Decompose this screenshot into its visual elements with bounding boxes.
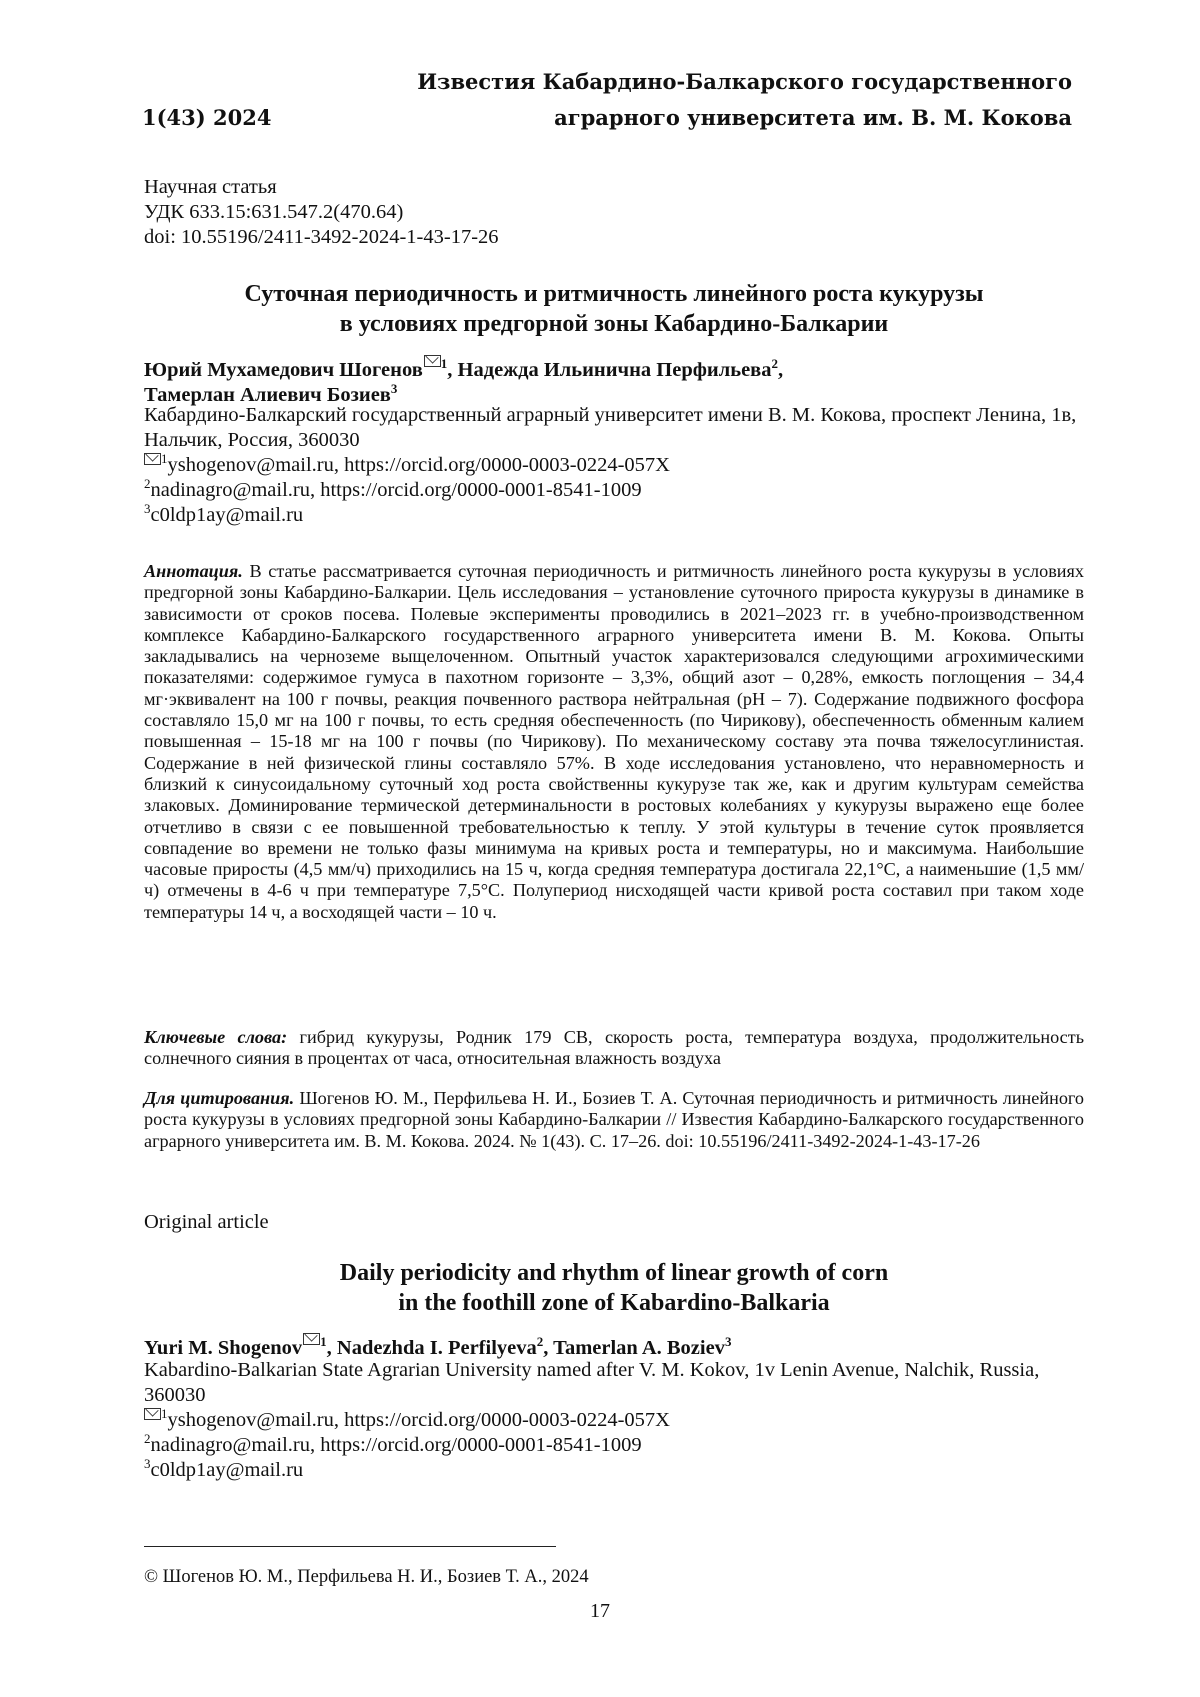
citation-label: Для цитирования. — [144, 1088, 295, 1108]
author-1-sup-en: 1 — [320, 1334, 327, 1349]
journal-name-line2: аграрного университета им. В. М. Кокова — [554, 105, 1072, 130]
author-1-name: Юрий Мухамедович Шогенов — [144, 359, 423, 381]
title-en-line2: in the foothill zone of Kabardino-Balkaria — [398, 1290, 830, 1316]
contact-2-sup-en: 2 — [144, 1431, 151, 1446]
author-3-name: Тамерлан Алиевич Бозиев — [144, 384, 391, 406]
keywords-label: Ключевые слова: — [144, 1027, 288, 1047]
contact-1-en: yshogenov@mail.ru, https://orcid.org/0000-0003-0224-057X — [167, 1409, 670, 1431]
author-2-name-en: Nadezhda I. Perfilyeva — [336, 1337, 537, 1359]
citation — [144, 1088, 1084, 1152]
article-type: Научная статья — [144, 176, 277, 198]
footnote-divider — [144, 1546, 556, 1547]
envelope-icon — [144, 453, 161, 465]
abstract-label: Аннотация. — [144, 561, 243, 581]
author-3-sup-en: 3 — [724, 1334, 732, 1349]
author-1-name-en: Yuri M. Shogenov — [144, 1337, 303, 1359]
author-3-name-en: Tamerlan A. Boziev — [553, 1337, 725, 1359]
udc-code: УДК 633.15:631.547.2(470.64) — [144, 201, 404, 223]
issue-number: 1(43) 2024 — [142, 105, 272, 130]
contact-3-sup: 3 — [144, 501, 151, 516]
title-ru — [144, 279, 1084, 339]
contact-1: yshogenov@mail.ru, https://orcid.org/0000-0003-0224-057X — [167, 454, 670, 476]
contact-1-sup: 1 — [161, 451, 168, 466]
article-type-en: Original article — [144, 1211, 269, 1233]
article-meta — [144, 175, 1084, 250]
author-2-sup: 2 — [771, 356, 778, 371]
envelope-icon — [424, 355, 441, 367]
author-3-sup: 3 — [390, 381, 398, 396]
page-number: 17 — [590, 1600, 610, 1622]
citation-text: Шогенов Ю. М., Перфильева Н. И., Бозиев Т. А. Суточная периодичность и ритмичность линейного роста кукурузы в условиях предгорной зоны Кабардино-Балкарии // Известия Кабардино-Балкарского государственного аграрного университета им. В. М. Кокова. 2024. № 1(43). С. 17–26. doi: 10.55196/2411-3492-2024-1-43-17-26 — [144, 1088, 1085, 1151]
contact-2: nadinagro@mail.ru, https://orcid.org/0000-0001-8541-1009 — [150, 479, 642, 501]
author-2-sup-en: 2 — [536, 1334, 544, 1349]
contact-2-en: nadinagro@mail.ru, https://orcid.org/0000-0001-8541-1009 — [150, 1434, 642, 1456]
title-ru-line1: Суточная периодичность и ритмичность линейного роста кукурузы — [244, 281, 984, 307]
title-ru-line2: в условиях предгорной зоны Кабардино-Балкарии — [339, 311, 889, 337]
author-1-sup: 1 — [440, 356, 448, 371]
contact-3-sup-en: 3 — [144, 1456, 151, 1471]
author-2-name: Надежда Ильинична Перфильева — [457, 359, 772, 381]
abstract — [144, 561, 1084, 923]
authors-ru: Юрий Мухамедович Шогенов $^1$, Надежда Ильинична Перфильева$^2$, Тамерлан Алиевич Бозиев$^3$ — [144, 356, 784, 406]
affiliation-text: Кабардино-Балкарский государственный аграрный университет имени В. М. Кокова, проспект Ленина, 1в, Нальчик, Россия, 360030 — [144, 404, 1077, 451]
affiliation-text-en: Kabardino-Balkarian State Agrarian University named after V. M. Kokov, 1v Lenin Avenue, Nalchik, Russia, 360030 — [144, 1359, 1040, 1406]
contact-1-sup-en: 1 — [161, 1406, 168, 1421]
affiliation-en — [144, 1358, 1084, 1483]
authors-en: Yuri M. Shogenov $^1$, Nadezhda I. Perfilyeva$^2$, Tamerlan A. Boziev$^3$ — [144, 1334, 732, 1359]
journal-name-line1: Известия Кабардино-Балкарского государственного — [417, 69, 1072, 94]
title-en-line1: Daily periodicity and rhythm of linear growth of corn — [339, 1260, 889, 1286]
abstract-text: В статье рассматривается суточная периодичность и ритмичность линейного роста кукурузы в условиях предгорной зоны Кабардино-Балкарии. Цель исследования – установление суточного прироста кукурузы в динамике в зависимости от сроков посева. Полевые эксперименты проводились в 2021–2023 гг. в учебно-производственном комплексе Кабардино-Балкарского государственного аграрного университета имени В. М. Кокова. Опыты закладывались на черноземе выщелоченном. Опытный участок характеризовался следующими агрохимическими показателями: содержимое гумуса в пахотном горизонте – 3,3%, общий азот – 0,28%, емкость поглощения – 34,4 мг·эквивалент на 100 г почвы, реакция почвенного раствора нейтральная (рН – 7). Содержание подвижного фосфора составляло 15,0 мг на 100 г почвы, то есть средняя обеспеченность (по Чирикову), обеспеченность обменным калием повышенная – 15-18 мг на 100 г почвы (по Чирикову). По механическому составу эта почва тяжелосуглинистая. Содержание в ней физической глины составляло 57%. В ходе исследования установлено, что неравномерность и близкий к синусоидальному суточный ход роста свойственны кукурузе так же, как и другим культурам семейства злаковых. Доминирование термической детерминальности в ростовых колебаниях у кукурузы выражено еще более отчетливо в связи с ее повышенной требовательностью к теплу. У этой культуры в течение суток проявляется совпадение во времени не только фазы минимума на кривых роста и температуры, но и максимума. Наибольшие часовые приросты (4,5 мм/ч) приходились на 15 ч, когда средняя температура достигала 22,1°С, а наименьшие (1,5 мм/ч) отмечены в 4-6 ч при температуре 7,5°С. Полупериод нисходящей части кривой роста составил при таком ходе температуры 14 ч, а восходящей части – 10 ч. — [144, 561, 1084, 922]
envelope-icon — [303, 1333, 320, 1345]
doi: doi: 10.55196/2411-3492-2024-1-43-17-26 — [144, 226, 499, 248]
envelope-icon — [144, 1408, 161, 1420]
affiliation-ru — [144, 403, 1084, 528]
contact-3: c0ldp1ay@mail.ru — [150, 504, 304, 526]
contact-2-sup: 2 — [144, 476, 151, 491]
contact-3-en: c0ldp1ay@mail.ru — [150, 1459, 304, 1481]
copyright: © Шогенов Ю. М., Перфильева Н. И., Бозиев Т. А., 2024 — [144, 1567, 589, 1587]
keywords-text: гибрид кукурузы, Родник 179 СВ, скорость роста, температура воздуха, продолжительность солнечного сияния в процентах от часа, относительная влажность воздуха — [144, 1027, 1084, 1069]
keywords — [144, 1027, 1084, 1070]
title-en — [144, 1258, 1084, 1318]
